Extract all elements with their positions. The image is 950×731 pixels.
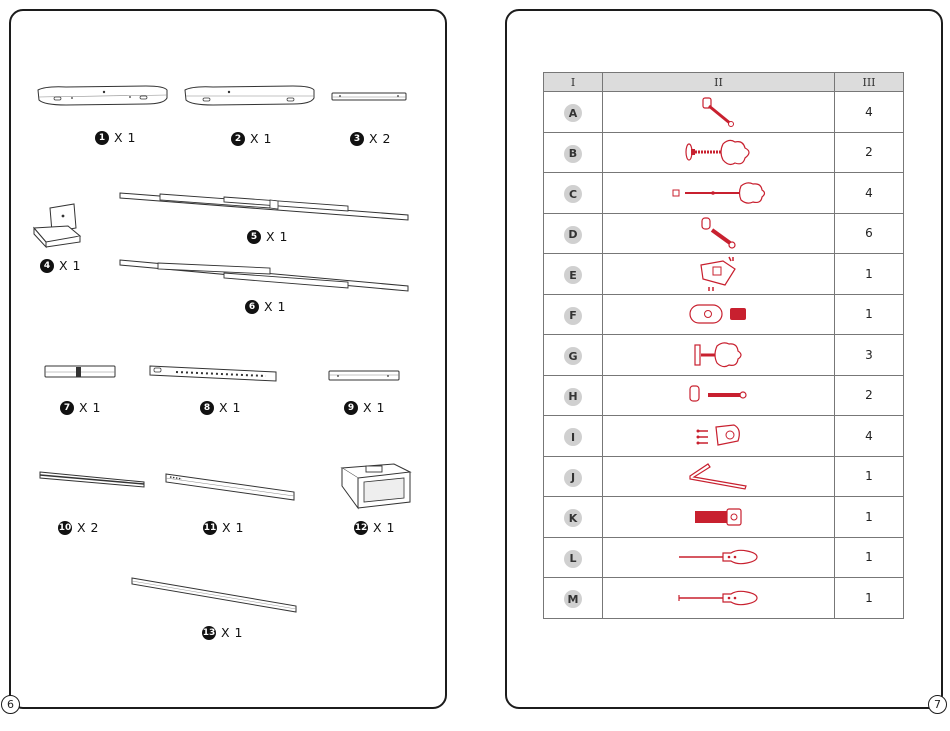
qty-cell: 1 xyxy=(835,254,904,295)
letter-badge: B xyxy=(564,145,582,163)
part-10-image xyxy=(38,470,146,490)
part-5-image xyxy=(118,188,410,224)
part-2-qty: X 1 xyxy=(250,131,272,146)
table-row xyxy=(544,456,904,497)
table-row xyxy=(544,173,904,214)
knob-with-plate-icon xyxy=(691,339,747,371)
part-8-image xyxy=(148,364,278,384)
letter-badge: E xyxy=(564,266,582,284)
table-row xyxy=(544,254,904,295)
letter-badge: D xyxy=(564,226,582,244)
barrel-nut-bolt-icon xyxy=(698,216,740,250)
barrel-nut-long-bolt-icon xyxy=(688,382,750,408)
part-6-number: 6 xyxy=(245,300,259,314)
connector-and-insert-icon xyxy=(688,301,750,327)
table-row xyxy=(544,294,904,335)
part-6-label xyxy=(245,299,286,314)
letter-badge: I xyxy=(564,428,582,446)
part-12-image xyxy=(334,462,414,512)
part-8-qty: X 1 xyxy=(219,400,241,415)
part-5-number: 5 xyxy=(247,230,261,244)
part-10-qty: X 2 xyxy=(77,520,99,535)
part-13-image xyxy=(130,576,298,616)
cam-bolt-icon xyxy=(699,96,739,128)
table-row xyxy=(544,335,904,376)
qty-cell: 1 xyxy=(835,294,904,335)
part-13-qty: X 1 xyxy=(221,625,243,640)
knob-screw-with-washer-icon xyxy=(683,136,755,168)
part-7-qty: X 1 xyxy=(79,400,101,415)
letter-badge: F xyxy=(564,307,582,325)
page-number-left: 6 xyxy=(1,695,20,714)
part-12-qty: X 1 xyxy=(373,520,395,535)
part-1-number: 1 xyxy=(95,131,109,145)
qty-cell: 2 xyxy=(835,375,904,416)
table-row xyxy=(544,578,904,619)
part-11-label xyxy=(203,520,244,535)
qty-cell: 4 xyxy=(835,173,904,214)
qty-cell: 6 xyxy=(835,213,904,254)
part-4-qty: X 1 xyxy=(59,258,81,273)
hardware-table xyxy=(543,72,904,619)
part-4-label xyxy=(40,258,81,273)
part-5-qty: X 1 xyxy=(266,229,288,244)
qty-cell: 4 xyxy=(835,92,904,133)
qty-cell: 1 xyxy=(835,456,904,497)
page-number-right: 7 xyxy=(928,695,947,714)
allen-key-icon xyxy=(688,462,750,490)
part-9-number: 9 xyxy=(344,401,358,415)
bracket-with-screws-icon xyxy=(695,255,743,293)
part-1-qty: X 1 xyxy=(114,130,136,145)
qty-cell: 2 xyxy=(835,132,904,173)
part-9-label xyxy=(344,400,385,415)
table-row xyxy=(544,537,904,578)
table-row xyxy=(544,497,904,538)
part-13-label xyxy=(202,625,243,640)
table-row xyxy=(544,92,904,133)
letter-badge: M xyxy=(564,590,582,608)
part-5-label xyxy=(247,229,288,244)
part-6-image xyxy=(118,256,410,296)
part-9-qty: X 1 xyxy=(363,400,385,415)
letter-badge: L xyxy=(564,550,582,568)
socket-screw-icon xyxy=(693,506,745,528)
header-col-2: II xyxy=(603,73,835,92)
part-2-label xyxy=(231,131,272,146)
part-2-image xyxy=(183,84,317,108)
part-8-number: 8 xyxy=(200,401,214,415)
part-10-label xyxy=(58,520,99,535)
part-1-label xyxy=(95,130,136,145)
part-4-image xyxy=(30,202,86,248)
part-4-number: 4 xyxy=(40,259,54,273)
qty-cell: 1 xyxy=(835,537,904,578)
part-2-number: 2 xyxy=(231,132,245,146)
qty-cell: 3 xyxy=(835,335,904,376)
letter-badge: G xyxy=(564,347,582,365)
letter-badge: C xyxy=(564,185,582,203)
table-header-row xyxy=(544,73,904,92)
part-1-image xyxy=(36,84,170,108)
part-11-number: 11 xyxy=(203,522,217,533)
flat-screwdriver-icon xyxy=(677,588,761,608)
letter-badge: J xyxy=(564,469,582,487)
part-12-label xyxy=(354,520,395,535)
letter-badge: K xyxy=(564,509,582,527)
phillips-screwdriver-icon xyxy=(677,547,761,567)
part-3-label xyxy=(350,131,391,146)
part-11-image xyxy=(164,472,296,502)
part-3-image xyxy=(330,90,408,104)
qty-cell: 1 xyxy=(835,578,904,619)
part-6-qty: X 1 xyxy=(264,299,286,314)
header-col-3: III xyxy=(835,73,904,92)
part-8-label xyxy=(200,400,241,415)
part-12-number: 12 xyxy=(354,522,368,533)
part-3-number: 3 xyxy=(350,132,364,146)
header-col-1: I xyxy=(544,73,603,92)
part-3-qty: X 2 xyxy=(369,131,391,146)
qty-cell: 4 xyxy=(835,416,904,457)
letter-badge: H xyxy=(564,388,582,406)
part-9-image xyxy=(328,368,400,384)
table-row xyxy=(544,213,904,254)
part-10-number: 10 xyxy=(58,522,72,533)
part-7-label xyxy=(60,400,101,415)
letter-badge: A xyxy=(564,104,582,122)
clip-with-screws-icon xyxy=(694,421,744,451)
qty-cell: 1 xyxy=(835,497,904,538)
part-13-number: 13 xyxy=(202,627,216,638)
table-row xyxy=(544,375,904,416)
part-11-qty: X 1 xyxy=(222,520,244,535)
long-knob-bolt-icon xyxy=(671,180,767,206)
table-row xyxy=(544,416,904,457)
table-row xyxy=(544,132,904,173)
part-7-image xyxy=(44,364,116,380)
part-7-number: 7 xyxy=(60,401,74,415)
